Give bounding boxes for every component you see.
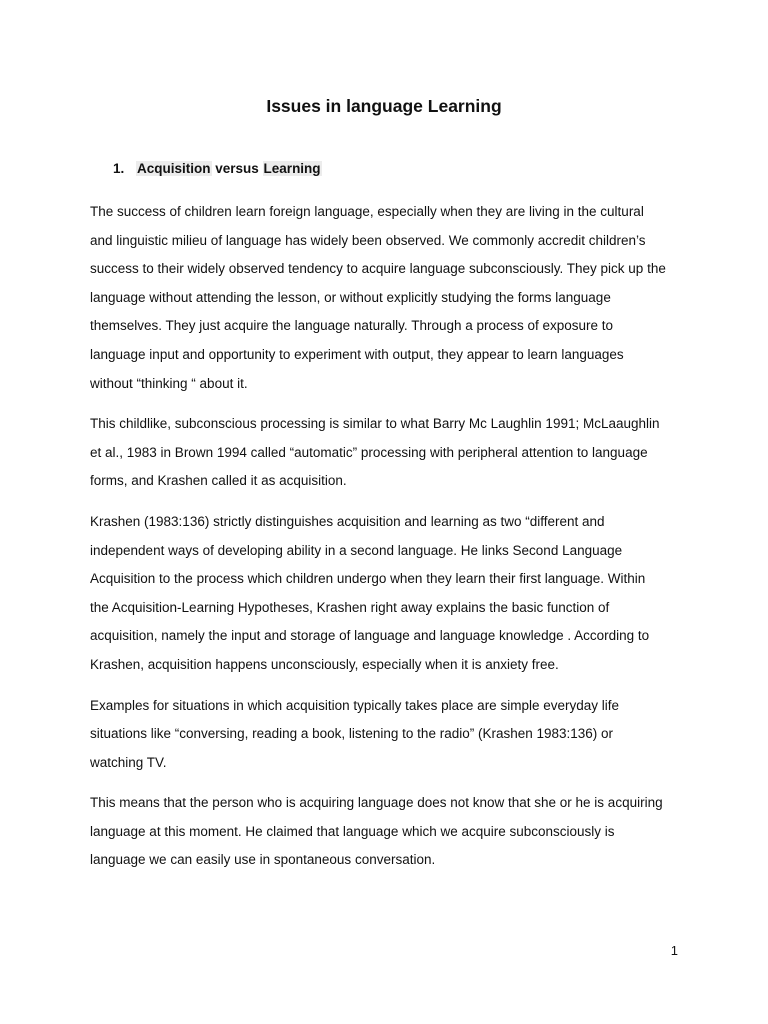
text-line: language input and opportunity to experiment with output, they appear to learn languages: [90, 346, 624, 362]
paragraph: [90, 692, 682, 778]
text-line: and linguistic milieu of language has widely been observed. We commonly accredit children’s: [90, 232, 646, 248]
section-heading-acquisition: Acquisition: [137, 161, 211, 176]
text-line: The success of children learn foreign language, especially when they are living in the cultural: [90, 204, 644, 219]
text-line: forms, and Krashen called it as acquisition.: [90, 473, 347, 489]
text-line: This means that the person who is acquiring language does not know that she or he is acquiring: [90, 795, 663, 811]
section-heading-learning: Learning: [263, 161, 321, 176]
text-line: This childlike, subconscious processing is similar to what Barry Mc Laughlin 1991; McLaaughlin: [90, 416, 660, 432]
paragraph: [90, 410, 682, 496]
text-line: independent ways of developing ability in a second language. He links Second Language: [90, 542, 623, 558]
text-line: et al., 1983 in Brown 1994 called “automatic” processing with peripheral attention to language: [90, 444, 648, 460]
text-line: watching TV.: [90, 754, 167, 770]
section-heading: [113, 158, 322, 180]
text-line: situations like “conversing, reading a book, listening to the radio” (Krashen 1983:136) or: [90, 726, 614, 742]
text-line: Examples for situations in which acquisition typically takes place are simple everyday life: [90, 697, 619, 713]
paragraph: [90, 789, 682, 875]
text-line: Krashen, acquisition happens unconsciously, especially when it is anxiety free.: [90, 656, 559, 672]
page-number: 1: [670, 943, 678, 958]
text-line: language we can easily use in spontaneous conversation.: [90, 852, 436, 868]
section-number: 1.: [113, 161, 125, 176]
paragraph: [90, 508, 682, 680]
text-line: Krashen (1983:136) strictly distinguishes acquisition and learning as two “different and: [90, 513, 605, 529]
document-title: Issues in language Learning: [266, 96, 502, 116]
text-line: Acquisition to the process which children undergo when they learn their first language. Within: [90, 571, 646, 587]
section-heading-versus: versus: [211, 161, 263, 176]
text-line: without “thinking “ about it.: [90, 375, 248, 391]
text-line: success to their widely observed tendency to acquire language subconsciously. They pick up the: [90, 261, 666, 277]
body-text: [90, 198, 682, 887]
text-line: acquisition, namely the input and storage of language and language knowledge . According to: [90, 628, 650, 644]
text-line: the Acquisition-Learning Hypotheses, Krashen right away explains the basic function of: [90, 599, 610, 615]
text-line: themselves. They just acquire the language naturally. Through a process of exposure to: [90, 318, 614, 334]
text-line: language without attending the lesson, or without explicitly studying the forms language: [90, 289, 611, 305]
paragraph: [90, 198, 682, 398]
text-line: language at this moment. He claimed that language which we acquire subconsciously is: [90, 823, 615, 839]
